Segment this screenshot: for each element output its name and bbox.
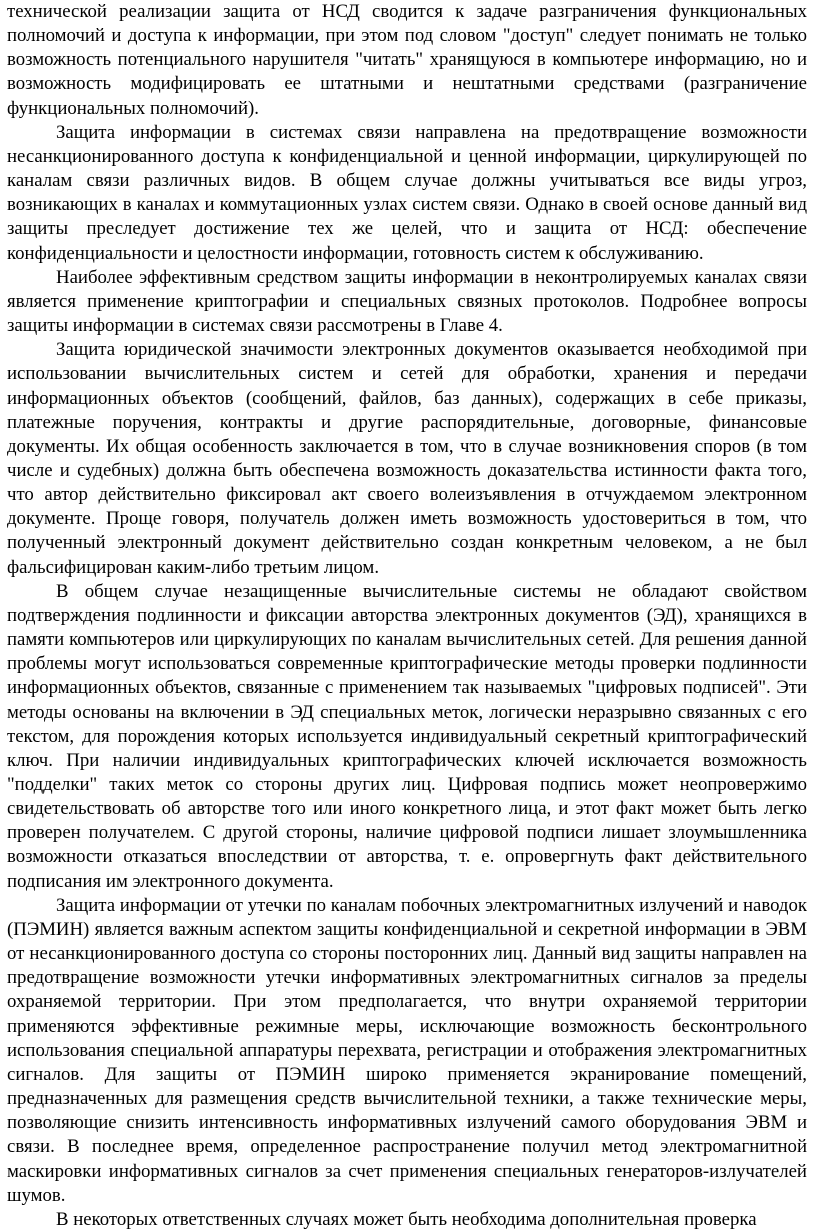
paragraph-pemin-protection: Защита информации от утечки по каналам побочных электромагнитных излучений и наводок (ПЭМИН) является важным аспектом защиты конфиденциальной и секретной информации в ЭВМ от несанкционированного доступа со стороны посторонних лиц. Данный вид защиты направлен на предотвращение возможности утечки информативных электромагнитных сигналов за пределы охраняемой территории. При этом предполагается, что внутри охраняемой территории применяются эффективные режимные меры, исключающие возможность бесконтрольного использования специальной аппаратуры перехвата, регистрации и отображения электромагнитных сигналов. Для защиты от ПЭМИН широко применяется экранирование помещений, предназначенных для размещения средств вычислительной техники, а также технические меры, позволяющие снизить интенсивность информативных излучений самого оборудования ЭВМ и связи. В последнее время, определенное распространение получил метод электромагнитной маскировки информативных сигналов за счет применения специальных генераторов-излучателей шумов. [7,894,807,1206]
paragraph-cryptography-channels: Наиболее эффективным средством защиты информации в неконтролируемых каналах связи является применение криптографии и специальных связных протоколов. Подробнее вопросы защиты информации в системах связи рассмотрены в Главе 4. [7,266,807,337]
paragraph-additional-verification: В некоторых ответственных случаях может быть необходима дополнительная проверка [56,1208,757,1230]
paragraph-digital-signatures: В общем случае незащищенные вычислительные системы не обладают свойством подтверждения подлинности и фиксации авторства электронных документов (ЭД), хранящихся в памяти компьютеров или циркулирующих по каналам вычислительных сетей. Для решения данной проблемы могут использоваться современные криптографические методы проверки подлинности информационных объектов, связанные с применением так называемых "цифровых подписей". Эти методы основаны на включении в ЭД специальных меток, логически неразрывно связанных с его текстом, для порождения которых используется индивидуальный секретный криптографический ключ. При наличии индивидуальных криптографических ключей исключается возможность "подделки" таких меток со стороны других лиц. Цифровая подпись может неопровержимо свидетельствовать об авторстве того или иного конкретного лица, и этот факт может быть легко проверен получателем. С другой стороны, наличие цифровой подписи лишает злоумышленника возможности отказаться впоследствии от авторства, т. е. опровергнуть факт действительного подписания им электронного документа. [7,580,807,892]
paragraph-legal-significance: Защита юридической значимости электронных документов оказывается необходимой при использовании вычислительных систем и сетей для обработки, хранения и передачи информационных объектов (сообщений, файлов, баз данных), содержащих в себе приказы, платежные поручения, контракты и другие распорядительные, договорные, финансовые документы. Их общая особенность заключается в том, что в случае возникновения споров (в том числе и судебных) должна быть обеспечена возможность доказательства истинности факта того, что автор действительно фиксировал акт своего волеизъявления в отчуждаемом электронном документе. Проще говоря, получатель должен иметь возможность удостовериться в том, что полученный электронный документ действительно создан конкретным человеком, а не был фальсифицирован каким-либо третьим лицом. [7,339,807,578]
document-page [7,0,807,1230]
paragraph-access-control-continuation: технической реализации защита от НСД сводится к задаче разграничения функциональных полномочий и доступа к информации, при этом под словом "доступ" следует понимать не только возможность потенциального нарушителя "читать" хранящуюся в компьютере информацию, но и возможность модифицировать ее штатными и нештатными средствами (разграничение функциональных полномочий). [7,1,807,119]
paragraph-communication-systems-protection: Защита информации в системах связи направлена на предотвращение возможности несанкционированного доступа к конфиденциальной и ценной информации, циркулирующей по каналам связи различных видов. В общем случае должны учитываться все виды угроз, возникающих в каналах и коммутационных узлах систем связи. Однако в своей основе данный вид защиты преследует достижение тех же целей, что и защита от НСД: обеспечение конфиденциальности и целостности информации, готовность систем к обслуживанию. [7,121,807,264]
